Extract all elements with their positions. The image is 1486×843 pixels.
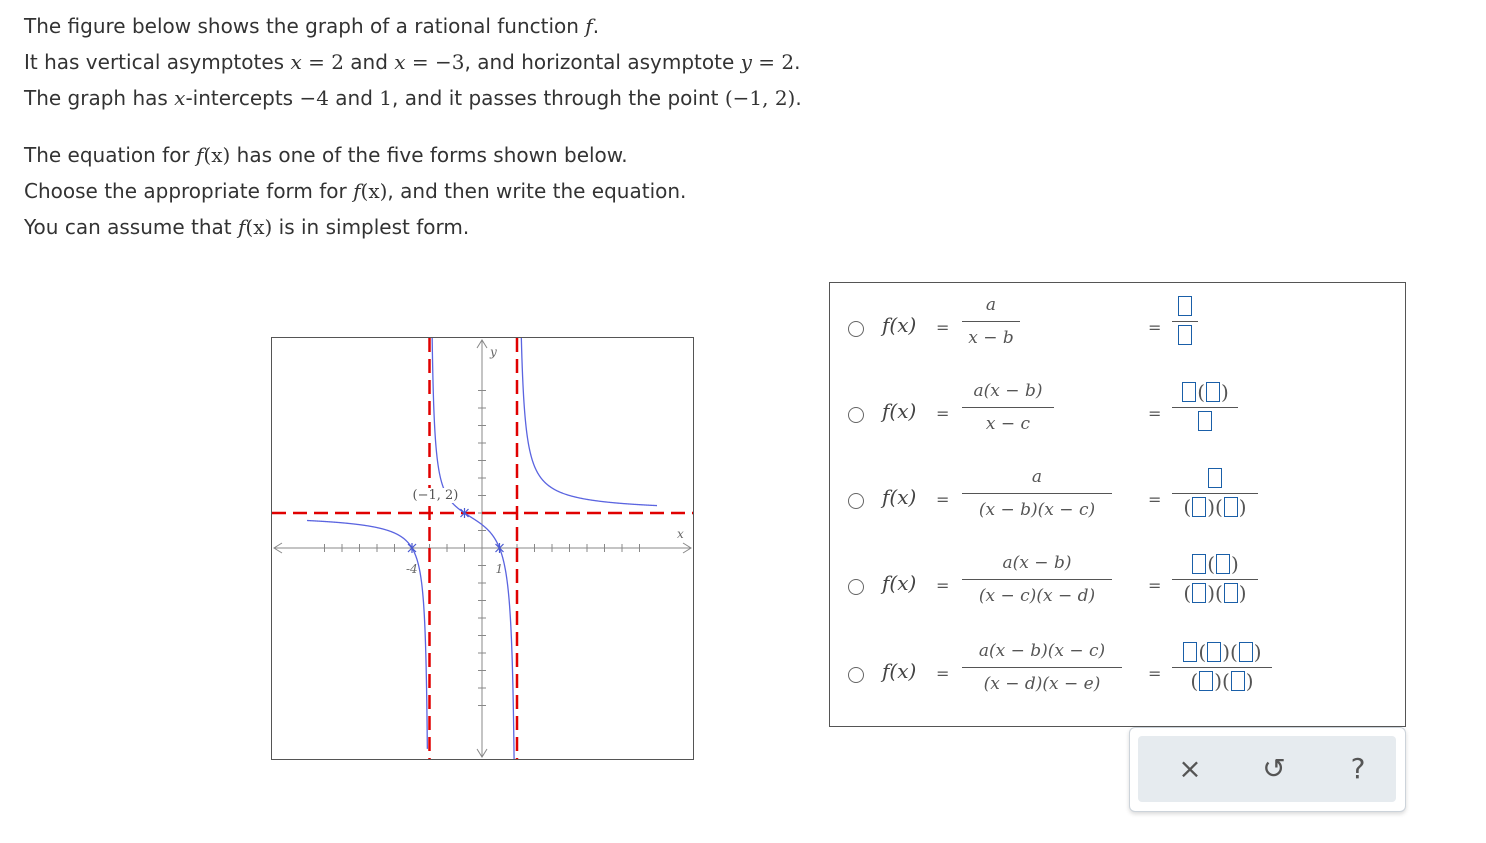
clear-button[interactable]: × [1178,752,1202,785]
option-1-denominator: x − b [968,328,1014,348]
point-label: (−1, 2) [412,488,459,503]
option-1-lhs: f(x) [882,313,917,337]
option-4-numerator: a(x − b) [962,553,1112,580]
option-1-template [1172,295,1198,348]
option-3-fraction [962,467,1112,520]
option-2-template-equals: = [1148,404,1162,423]
option-2-slot-c[interactable] [1198,411,1212,431]
option-3-denominator: (x − b)(x − c) [978,500,1096,520]
option-form-5[interactable] [830,631,1405,711]
undo-button[interactable]: ↺ [1262,752,1286,785]
option-2-template: ( ) [1172,381,1238,434]
option-1-fraction [962,295,1020,348]
option-form-1[interactable] [830,285,1405,365]
option-3-equals: = [936,490,950,509]
intro-line-1: The figure below shows the graph of a rational function f. [24,14,600,38]
instruction-line-3: You can assume that f(x) is in simplest form. [24,215,470,239]
graph [271,337,694,760]
option-4-equals: = [936,576,950,595]
y-axis-label: y [490,345,497,359]
option-2-fraction [962,381,1054,434]
curve-branch-right [521,338,657,506]
intro-line-2: It has vertical asymptotes x = 2 and x = −3, and horizontal asymptote y = 2. [24,50,801,74]
help-button[interactable]: ? [1350,752,1366,785]
option-3-numerator: a [962,467,1112,494]
option-4-template-equals: = [1148,576,1162,595]
intro-line-3: The graph has x-intercepts −4 and 1, and it passes through the point (−1, 2). [24,86,802,110]
option-form-4[interactable] [830,543,1405,623]
toolbar-inner [1138,736,1396,802]
tick-label-1: 1 [495,562,504,576]
option-2-lhs: f(x) [882,399,917,423]
option-2-slot-b[interactable] [1206,382,1220,402]
option-4-slot-c[interactable] [1192,583,1206,603]
option-3-slot-a[interactable] [1208,468,1222,488]
tick-label-neg4: -4 [406,562,418,576]
option-2-denominator: x − c [985,414,1031,434]
option-1-equals: = [936,318,950,337]
option-5-template: ( )( ) ( )( ) [1172,641,1272,694]
x-axis-label: x [677,527,684,541]
option-5-template-equals: = [1148,664,1162,683]
option-3-template-equals: = [1148,490,1162,509]
option-3-lhs: f(x) [882,485,917,509]
option-2-numerator: a(x − b) [962,381,1054,408]
option-5-equals: = [936,664,950,683]
option-5-slot-e[interactable] [1231,671,1245,691]
option-2-equals: = [936,404,950,423]
option-form-3[interactable] [830,457,1405,537]
curve-branch-left [307,521,427,749]
option-1-numerator: a [962,295,1020,322]
option-4-radio[interactable] [848,579,864,595]
option-2-slot-a[interactable] [1182,382,1196,402]
option-5-denominator: (x − d)(x − e) [983,674,1101,694]
option-5-slot-d[interactable] [1199,671,1213,691]
instruction-line-2: Choose the appropriate form for f(x), and then write the equation. [24,179,687,203]
option-1-slot-a[interactable] [1178,296,1192,316]
option-1-template-equals: = [1148,318,1162,337]
option-3-template: ( )( ) [1172,467,1258,520]
option-5-lhs: f(x) [882,659,917,683]
option-5-slot-a[interactable] [1183,642,1197,662]
option-4-slot-b[interactable] [1216,554,1230,574]
option-4-slot-d[interactable] [1224,583,1238,603]
option-4-slot-a[interactable] [1192,554,1206,574]
option-5-numerator: a(x − b)(x − c) [962,641,1122,668]
option-1-radio[interactable] [848,321,864,337]
option-2-radio[interactable] [848,407,864,423]
option-4-lhs: f(x) [882,571,917,595]
graph-svg [272,338,693,759]
option-5-fraction [962,641,1122,694]
option-1-slot-b[interactable] [1178,325,1192,345]
option-3-radio[interactable] [848,493,864,509]
option-form-2[interactable] [830,371,1405,451]
option-5-slot-b[interactable] [1207,642,1221,662]
answer-toolbar [1129,727,1406,812]
instruction-line-1: The equation for f(x) has one of the five forms shown below. [24,143,628,167]
option-5-slot-c[interactable] [1239,642,1253,662]
option-5-radio[interactable] [848,667,864,683]
option-4-fraction [962,553,1112,606]
option-4-template: ( ) ( )( ) [1172,553,1258,606]
answer-form-panel [829,282,1406,727]
option-4-denominator: (x − c)(x − d) [978,586,1096,606]
option-3-slot-b[interactable] [1192,497,1206,517]
option-3-slot-c[interactable] [1224,497,1238,517]
